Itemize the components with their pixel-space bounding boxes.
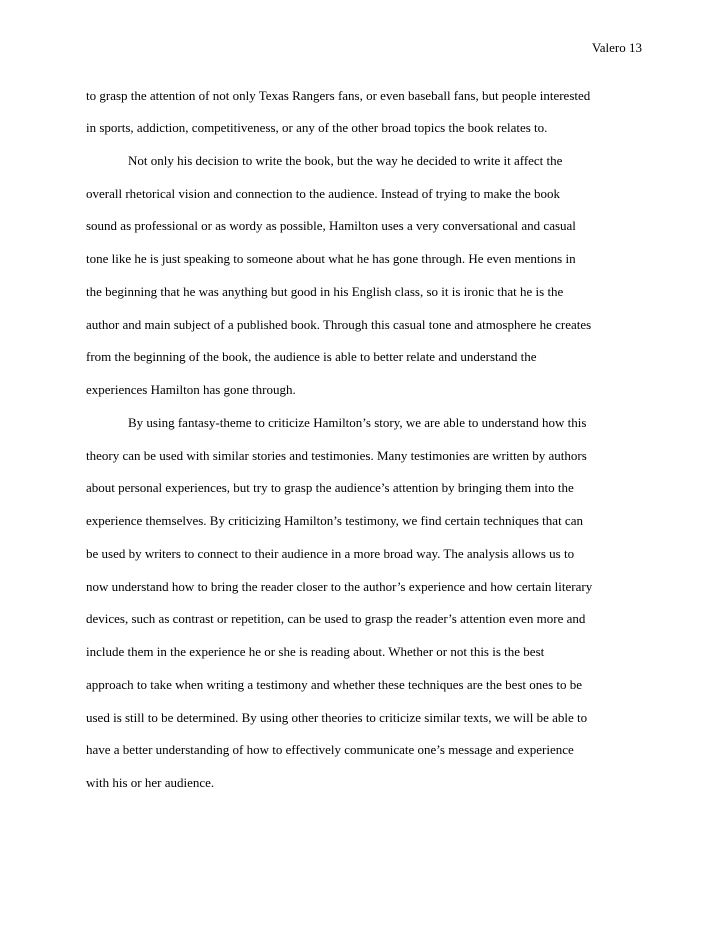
text-line: in sports, addiction, competitiveness, or any of the other broad topics the book relates to.	[86, 120, 548, 135]
text-line: include them in the experience he or she is reading about. Whether or not this is the best	[86, 644, 545, 659]
text-line: sound as professional or as wordy as possible, Hamilton uses a very conversational and casual	[86, 218, 576, 233]
text-line: to grasp the attention of not only Texas Rangers fans, or even baseball fans, but people interested	[86, 88, 591, 103]
text-line: approach to take when writing a testimony and whether these techniques are the best ones to be	[86, 677, 583, 692]
text-line: have a better understanding of how to effectively communicate one’s message and experience	[86, 742, 574, 757]
text-line: with his or her audience.	[86, 775, 215, 790]
running-head: Valero 13	[591, 40, 642, 55]
text-line: used is still to be determined. By using other theories to criticize similar texts, we will be able to	[86, 710, 588, 725]
paragraph-first-line: By using fantasy-theme to criticize Hamilton’s story, we are able to understand how this	[128, 415, 587, 430]
text-line: about personal experiences, but try to grasp the audience’s attention by bringing them into the	[86, 480, 574, 495]
text-line: from the beginning of the book, the audience is able to better relate and understand the	[86, 349, 537, 364]
text-line: the beginning that he was anything but good in his English class, so it is ironic that he is the	[86, 284, 564, 299]
text-line: be used by writers to connect to their audience in a more broad way. The analysis allows us to	[86, 546, 575, 561]
text-line: tone like he is just speaking to someone about what he has gone through. He even mentions in	[86, 251, 576, 266]
text-line: experiences Hamilton has gone through.	[86, 382, 296, 397]
text-line: theory can be used with similar stories and testimonies. Many testimonies are written by authors	[86, 448, 587, 463]
text-line: overall rhetorical vision and connection to the audience. Instead of trying to make the book	[86, 186, 560, 201]
text-line: author and main subject of a published book. Through this casual tone and atmosphere he creates	[86, 317, 592, 332]
text-line: experience themselves. By criticizing Hamilton’s testimony, we find certain techniques that can	[86, 513, 583, 528]
text-line: now understand how to bring the reader closer to the author’s experience and how certain literary	[86, 579, 593, 594]
paragraph-first-line: Not only his decision to write the book, but the way he decided to write it affect the	[128, 153, 563, 168]
text-line: devices, such as contrast or repetition, can be used to grasp the reader’s attention even more and	[86, 611, 586, 626]
